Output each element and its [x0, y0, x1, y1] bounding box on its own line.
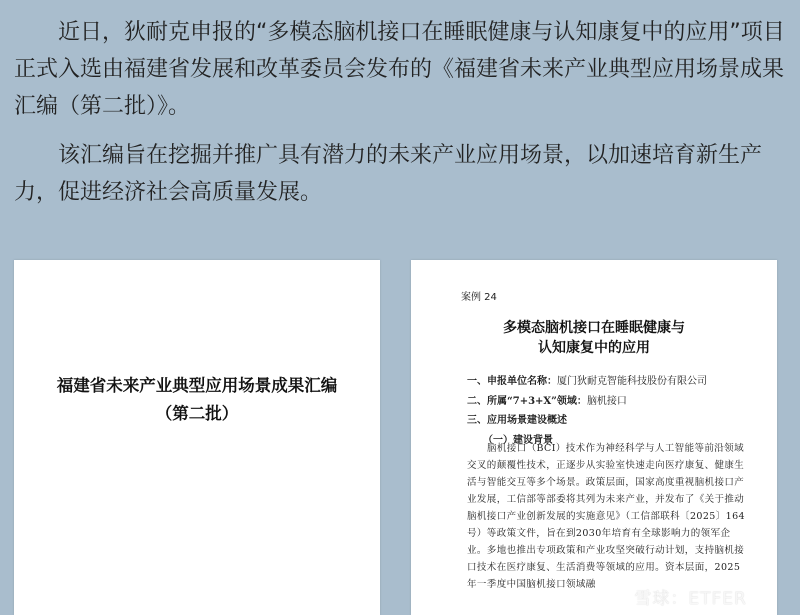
case-page-image — [411, 260, 777, 615]
meta-field — [467, 392, 767, 412]
meta-applicant — [467, 372, 767, 392]
case-body-paragraph: 脑机接口（BCI）技术作为神经科学与人工智能等前沿领域交叉的颠覆性技术，正逐步从实验室快速走向医疗康复、健康生活与智能交互等多个场景。政策层面，国家高度重视脑机接口产业发展，工信部等部委将其列为未来产业，并发布了《关于推动脑机接口产业创新发展的实施意见》（工信部联科〔2025〕164号）等政策文件，旨在到2030年培育有全球影响力的领军企业。多地也推出专项政策和产业攻坚突破行动计划，支持脑机接口技术在医疗康复、生活消费等领域的应用。资本层面，2025年一季度中国脑机接口领域融 — [467, 443, 745, 590]
case-title-line-2: 认知康复中的应用 — [538, 340, 650, 356]
intro-paragraph-2: 该汇编旨在挖掘并推广具有潜力的未来产业应用场景，以加速培育新生产力，促进经济社会高质量发展。 — [14, 143, 763, 205]
meta-field-value: 脑机接口 — [586, 395, 627, 407]
cover-page-image — [14, 260, 380, 615]
cover-title-line-1: 福建省未来产业典型应用场景成果汇编 — [56, 376, 338, 395]
case-title-line-1: 多模态脑机接口在睡眠健康与 — [503, 320, 685, 336]
cover-title — [14, 372, 380, 428]
intro-paragraph-1: 近日，狄耐克申报的“多模态脑机接口在睡眠健康与认知康复中的应用”项目正式入选由福建省发展和改革委员会发布的《福建省未来产业典型应用场景成果汇编（第二批）》。 — [14, 20, 785, 119]
watermark — [612, 584, 747, 611]
article-intro — [14, 14, 786, 223]
cover-title-line-2: （第二批） — [155, 404, 239, 423]
meta-applicant-label: 一、申报单位名称： — [467, 376, 557, 387]
meta-subheading: （一）建设背景 — [483, 434, 553, 446]
meta-field-label: 二、所属“7+3+X”领域： — [467, 395, 587, 407]
case-title — [411, 318, 777, 358]
snowball-logo-icon — [612, 590, 628, 611]
meta-applicant-value: 厦门狄耐克智能科技股份有限公司 — [557, 376, 707, 387]
case-meta — [467, 372, 767, 450]
meta-overview-heading: 三、应用场景建设概述 — [467, 415, 567, 426]
case-number: 案例 24 — [461, 292, 497, 303]
watermark-text: 雪球：ETFER — [634, 589, 747, 609]
case-body — [467, 440, 747, 593]
